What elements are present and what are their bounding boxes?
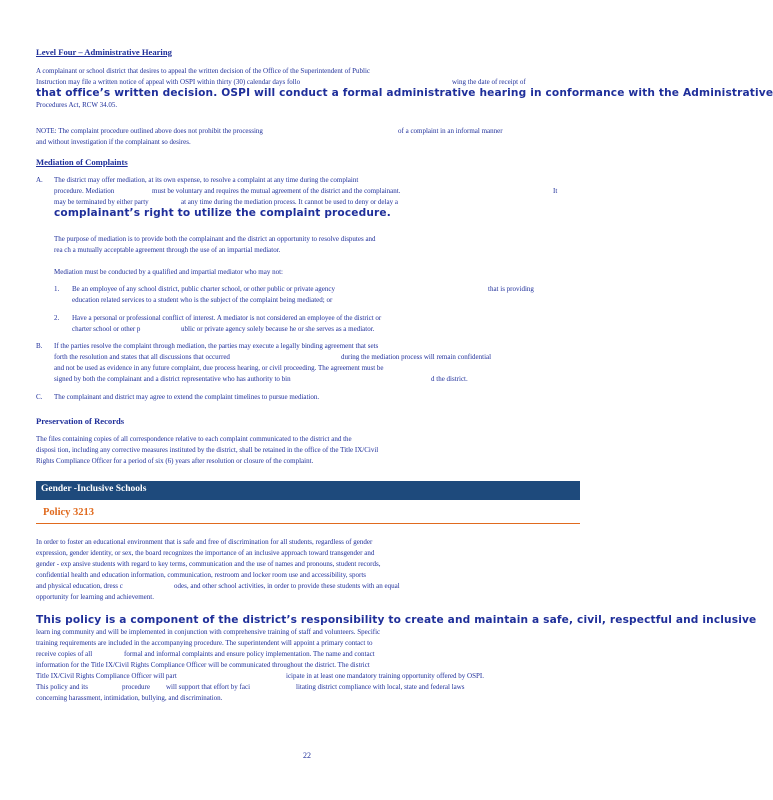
mediation-text: procedure. Mediation: [54, 187, 115, 195]
preservation-text: Rights Compliance Officer for a period of six (6) years after resolution or closure of the complaint.: [36, 457, 314, 465]
mediation-text: that is providing: [488, 285, 534, 293]
policy-text: receive copies of all: [36, 650, 93, 658]
mediation-text: forth the resolution and states that all discussions that occurred: [54, 353, 230, 361]
banner-title: Gender -Inclusive Schools: [41, 484, 147, 494]
mediation-text: during the mediation process will remain confidential: [341, 353, 492, 361]
mediation-text: It: [553, 187, 558, 195]
policy-text: opportunity for learning and achievement.: [36, 593, 154, 601]
policy-text: confidential health and education information, communication, restroom and locker room use and accessibility, sports: [36, 571, 367, 579]
policy-text: This policy and its: [36, 683, 88, 691]
list-marker: C.: [36, 393, 43, 401]
policy-text: In order to foster an educational environment that is safe and free of discrimination for all students, regardless of gender: [36, 538, 373, 546]
policy-text: formal and informal complaints and ensure policy implementation. The name and contact: [124, 650, 375, 658]
list-marker: 2.: [54, 314, 60, 322]
policy-text: information for the Title IX/Civil Rights Compliance Officer will be communicated throughout the district. The district: [36, 661, 370, 669]
section-banner: [36, 481, 580, 500]
policy-text: gender - exp ansive students with regard to key terms, communication and the use of names and pronouns, student records,: [36, 560, 381, 568]
mediation-text: Mediation must be conducted by a qualified and impartial mediator who may not:: [54, 268, 283, 276]
mediation-text: may be terminated by either party: [54, 198, 149, 206]
note-text: of a complaint in an informal manner: [398, 127, 503, 135]
mediation-text: education related services to a student who is the subject of the complaint being mediated; or: [72, 296, 333, 304]
policy-text: concerning harassment, intimidation, bullying, and discrimination.: [36, 694, 223, 702]
mediation-text: The purpose of mediation is to provide both the complainant and the district an opportunity to resolve disputes and: [54, 235, 376, 243]
list-marker: B.: [36, 342, 43, 350]
level-four-text: A complainant or school district that desires to appeal the written decision of the Office of the Superintendent of Public: [36, 67, 371, 75]
mediation-heading: Mediation of Complaints: [36, 157, 128, 167]
policy-text: This policy is a component of the district’s responsibility to create and maintain a safe, civil, respectful and inclusive: [36, 614, 757, 626]
mediation-text: The district may offer mediation, at its own expense, to resolve a complaint at any time during the complaint: [54, 176, 359, 184]
note-text: NOTE: The complaint procedure outlined above does not prohibit the processing: [36, 127, 263, 135]
mediation-text: d the district.: [431, 375, 468, 383]
mediation-text: at any time during the mediation process. It cannot be used to deny or delay a: [181, 198, 398, 206]
policy-text: expression, gender identity, or sex, the board recognizes the importance of an inclusive approach toward transgender and: [36, 549, 375, 557]
policy-text: will support that effort by faci: [166, 683, 251, 691]
mediation-text: Be an employee of any school district, public charter school, or other public or private agency: [72, 285, 335, 293]
policy-text: Title IX/Civil Rights Compliance Officer will part: [36, 672, 177, 680]
mediation-text: The complainant and district may agree to extend the complaint timelines to pursue mediation.: [54, 393, 320, 401]
policy-rule: [36, 523, 580, 524]
preservation-text: The files containing copies of all correspondence relative to each complaint communicated to the district and the: [36, 435, 352, 443]
level-four-text: Procedures Act, RCW 34.05.: [36, 101, 118, 109]
mediation-text: rea ch a mutually acceptable agreement through the use of an impartial mediator.: [54, 246, 281, 254]
policy-text: training requirements are included in the accompanying procedure. The superintendent will appoint a primary contact to: [36, 639, 373, 647]
policy-text: litating district compliance with local, state and federal laws: [296, 683, 465, 691]
policy-text: icipate in at least one mandatory training opportunity offered by OSPI.: [286, 672, 484, 680]
preservation-heading: Preservation of Records: [36, 416, 125, 426]
policy-text: procedure: [122, 683, 150, 691]
level-four-heading: Level Four – Administrative Hearing: [36, 47, 172, 57]
note-text: and without investigation if the complainant so desires.: [36, 138, 191, 146]
mediation-text: signed by both the complainant and a district representative who has authority to bin: [54, 375, 291, 383]
policy-text: learn ing community and will be implemented in conjunction with comprehensive training of staff and volunteers. Specific: [36, 628, 381, 636]
policy-text: and physical education, dress c: [36, 582, 123, 590]
list-marker: A.: [36, 176, 43, 184]
level-four-text: wing the date of receipt of: [452, 78, 526, 86]
preservation-text: disposi tion, including any corrective measures instituted by the district, shall be retained in the office of the Title IX/Civil: [36, 446, 379, 454]
level-four-text: Instruction may file a written notice of appeal with OSPI within thirty (30) calendar days follo: [36, 78, 301, 86]
page-number: 22: [303, 751, 311, 760]
level-four-text: that office’s written decision. OSPI will conduct a formal administrative hearing in conformance with the Administrative: [36, 87, 773, 99]
mediation-text: charter school or other p: [72, 325, 141, 333]
list-marker: 1.: [54, 285, 60, 293]
policy-text: odes, and other school activities, in order to provide these students with an equal: [174, 582, 400, 590]
policy-label: Policy 3213: [43, 507, 95, 518]
mediation-text: and not be used as evidence in any future complaint, due process hearing, or civil proceeding. The agreement must be: [54, 364, 384, 372]
mediation-text: complainant’s right to utilize the complaint procedure.: [54, 207, 391, 219]
mediation-text: Have a personal or professional conflict of interest. A mediator is not considered an employee of the district or: [72, 314, 382, 322]
mediation-text: ublic or private agency solely because he or she serves as a mediator.: [181, 325, 375, 333]
mediation-text: If the parties resolve the complaint through mediation, the parties may execute a legally binding agreement that sets: [54, 342, 379, 350]
mediation-text: must be voluntary and requires the mutual agreement of the district and the complainant.: [152, 187, 401, 195]
